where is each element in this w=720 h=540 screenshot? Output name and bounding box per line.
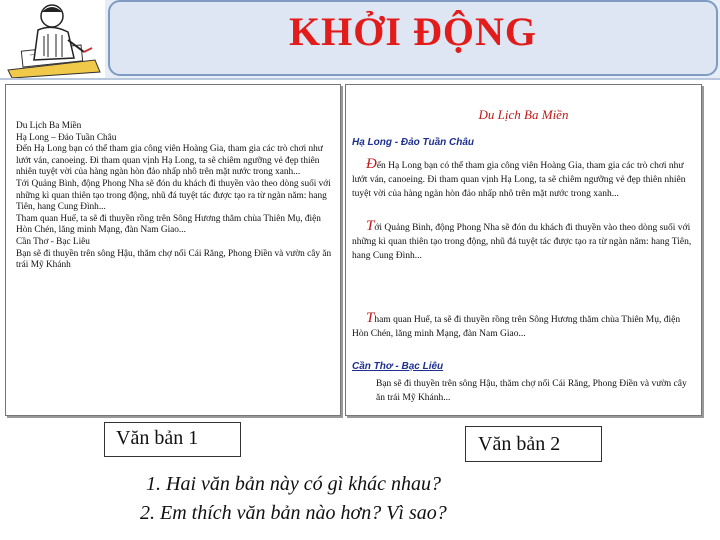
drop-cap: T	[366, 218, 375, 234]
text-line: Tham quan Huế, ta sẽ đi thuyền rồng trên Sông Hương thăm chùa Thiên Mụ, điện	[16, 213, 321, 224]
formatted-title: Du Lịch Ba Miền	[478, 107, 569, 122]
drop-cap: Đ	[366, 156, 377, 172]
text-line: Tiên, hang Cung Đình...	[16, 202, 106, 213]
page-title: KHỞI ĐỘNG	[289, 9, 537, 54]
text-line: nhiên tuyệt vời của hàng ngàn hòn đảo nhấp nhô trên mặt nước trong xanh...	[16, 167, 301, 178]
question-1: 1. Hai văn bản này có gì khác nhau?	[146, 473, 441, 495]
formatted-text-document	[345, 84, 702, 416]
label-text-1: Văn bản 1	[104, 422, 241, 457]
teacher-writing-clipart	[0, 0, 105, 78]
paragraph-hue: Tham quan Huế, ta sẽ đi thuyền rồng trên Sông Hương thăm chùa Thiên Mụ, điện Hòn Chén, lăng minh Mạng, đàn Nam Giao...	[352, 310, 681, 339]
paragraph-ha-long: Đến Hạ Long bạn có thể tham gia công viên Hoàng Gia, tham gia các trò chơi như lướt ván, canoeing. Đi tham quan vịnh Hạ Long, ta sẽ chiêm ngưỡng vẻ đẹp thiên nhiên tuyệt vời của hàng ngàn hòn đảo nhấp nhô trên mặt nước trong xanh...	[352, 156, 686, 199]
section-heading-can-tho: Cần Thơ - Bạc Liêu	[352, 361, 444, 372]
question-list	[140, 470, 447, 528]
text-line: Hạ Long – Đảo Tuần Châu	[16, 132, 117, 143]
text-line: lướt ván, canoeing. Đi tham quan vịnh Hạ Long, ta sẽ chiêm ngưỡng vẻ đẹp thiên	[16, 155, 320, 166]
header-divider	[0, 78, 720, 80]
text-line: những kì quan thiên tạo trong động, nhũ đá tuyệt tác được tạo ra từ ngàn năm: hang	[16, 190, 327, 201]
plain-text-document	[5, 84, 341, 416]
paragraph-quang-binh: Tới Quảng Bình, động Phong Nha sẽ đón du khách đi thuyền vào theo dòng suối với những kì quan thiên tạo trong động, nhũ đá tuyệt tác được tạo ra từ ngàn năm: hang Tiên, hang Cung Đình...	[352, 218, 692, 261]
question-2: 2. Em thích văn bản nào hơn? Vì sao?	[140, 502, 447, 524]
text-line: trái Mỹ Khánh	[16, 260, 71, 271]
text-line: Đến Hạ Long bạn có thể tham gia công viên Hoàng Gia, tham gia các trò chơi như	[16, 144, 323, 155]
section-heading-ha-long: Hạ Long - Đảo Tuần Châu	[352, 137, 475, 148]
text-line: Hòn Chén, lăng minh Mạng, đàn Nam Giao...	[16, 225, 186, 236]
paragraph-can-tho: Bạn sẽ đi thuyền trên sông Hậu, thăm chợ nổi Cái Răng, Phong Điền và vườn cây ăn trái Mỹ Khánh...	[376, 379, 687, 403]
text-line: Bạn sẽ đi thuyền trên sông Hậu, thăm chợ nổi Cái Răng, Phong Điền và vườn cây ăn	[16, 248, 332, 259]
text-line: Tới Quảng Bình, động Phong Nha sẽ đón du khách đi thuyền vào theo dòng suối với	[16, 178, 331, 189]
text-line: Du Lịch Ba Miền	[16, 121, 82, 131]
drop-cap: T	[366, 310, 375, 326]
label-text-2: Văn bản 2	[465, 426, 602, 462]
text-line: Cần Thơ - Bạc Liêu	[16, 236, 90, 247]
plain-text-body	[16, 121, 338, 272]
